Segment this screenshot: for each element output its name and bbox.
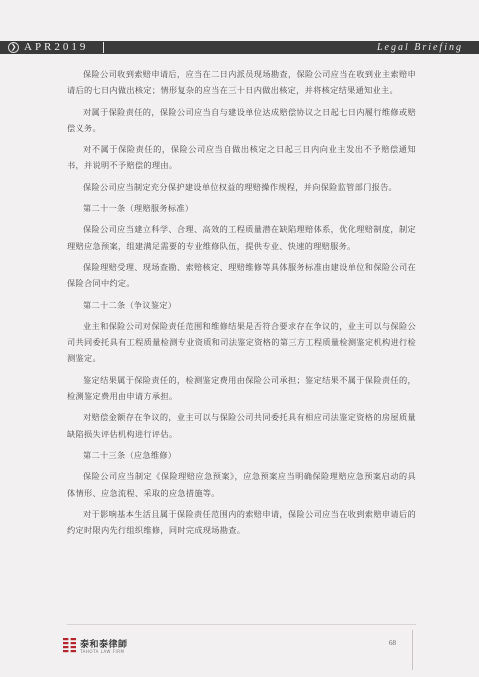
paragraph: 保险公司应当制定《保险理赔应急预案》，应急预案应当明确保险理赔应急预案启动的具体情形、应急流程、采取的应急措施等。 [67, 471, 416, 498]
header-bar [0, 41, 479, 54]
paragraph: 对属于保险责任的，保险公司应当自与建设单位达成赔偿协议之日起七日内履行维修或赔偿义务。 [67, 106, 416, 133]
paragraph: 鉴定结果属于保险责任的，检测鉴定费用由保险公司承担；鉴定结果不属于保险责任的，检测鉴定费用由申请方承担。 [67, 374, 416, 402]
firm-logo [62, 636, 182, 660]
article-heading: 第二十三条（应急维修） [83, 449, 177, 460]
paragraph: 保险公司应当制定充分保护建设单位权益的理赔操作规程，并向保险监管部门报告。 [83, 181, 398, 192]
paragraph: 保险公司收到索赔申请后，应当在二日内派员现场勘查，保险公司应当在收到业主索赔申请后的七日内做出核定；情形复杂的应当在三十日内做出核定，并将核定结果通知业主。 [67, 69, 416, 96]
paragraph: 对于影响基本生活且属于保险责任范围内的索赔申请，保险公司应当在收到索赔申请后的约定时限内先行组织维修，同时完成现场勘查。 [67, 508, 416, 536]
footer-divider [412, 630, 413, 670]
article-heading: 第二十二条（争议鉴定） [83, 299, 177, 310]
page-number: 68 [389, 639, 396, 647]
firm-name: 泰和泰律師 [80, 640, 128, 650]
paragraph: 保险公司应当建立科学、合理、高效的工程质量潜在缺陷理赔体系，优化理赔制度，制定理赔应急预案，组建满足需要的专业维修队伍，提供专业、快速的理赔服务。 [67, 224, 416, 251]
article-heading: 第二十一条（理赔服务标准） [83, 203, 194, 214]
article-body [67, 66, 416, 543]
firm-logo-icon [62, 636, 77, 656]
footer-rule [67, 624, 416, 625]
firm-name-en: TAHOTA LAW FIRM [80, 649, 125, 654]
paragraph: 对赔偿金额存在争议的，业主可以与保险公司共同委托具有相应司法鉴定资格的房屋质量缺陷损失评估机构进行评估。 [67, 412, 416, 439]
publication-title: Legal Briefing [376, 42, 463, 53]
header-divider [103, 42, 104, 53]
chevron-right-icon: ❯ [8, 42, 19, 53]
paragraph: 对不属于保险责任的，保险公司应当自做出核定之日起三日内向业主发出不予赔偿通知书，并说明不予赔偿的理由。 [67, 144, 416, 171]
paragraph: 保险理赔受理、现场查勘、索赔核定、理赔维修等具体服务标准由建设单位和保险公司在保险合同中约定。 [67, 261, 416, 289]
paragraph: 业主和保险公司对保险责任范围和维修结果是否符合要求存在争议的，业主可以与保险公司共同委托具有工程质量检测专业资质和司法鉴定资格的第三方工程质量检测鉴定机构进行检测鉴定。 [67, 320, 416, 364]
issue-date: APR2019 [24, 41, 89, 53]
